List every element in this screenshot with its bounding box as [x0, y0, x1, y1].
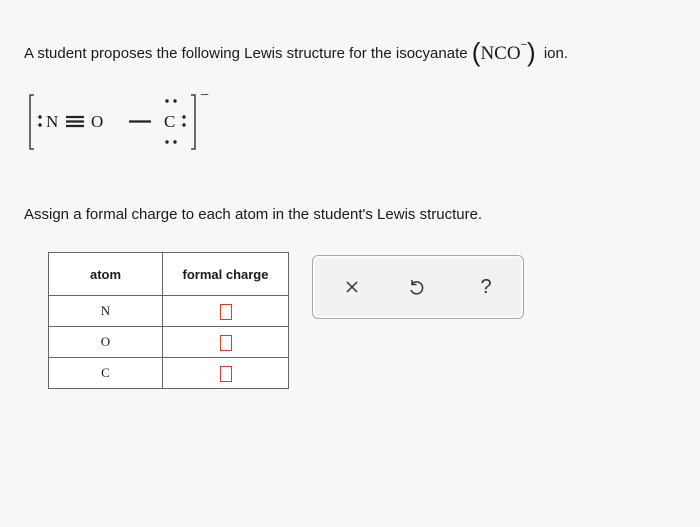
header-formal-charge: formal charge — [163, 253, 289, 296]
formal-charge-cell — [163, 296, 289, 327]
table-row — [49, 358, 289, 389]
formal-charge-table — [48, 252, 289, 389]
atom-cell: O — [49, 327, 163, 358]
lewis-atom-n: N — [46, 112, 59, 131]
lone-pair-c-dot — [182, 115, 185, 118]
help-icon: ? — [480, 275, 492, 298]
undo-button[interactable] — [403, 274, 429, 300]
ion-formula: NCO — [480, 43, 521, 64]
left-bracket — [30, 95, 34, 149]
formal-charge-input-o[interactable] — [220, 335, 232, 351]
question-suffix: ion. — [543, 45, 569, 62]
undo-icon — [407, 278, 425, 296]
formal-charge-cell — [163, 327, 289, 358]
lewis-structure — [28, 87, 224, 151]
atom-cell: N — [49, 296, 163, 327]
lone-pair-n-dot — [38, 115, 41, 118]
clear-button[interactable] — [339, 274, 365, 300]
lewis-atom-c: C — [164, 112, 176, 131]
right-bracket — [191, 95, 195, 149]
help-button[interactable] — [473, 274, 499, 300]
ion-charge-superscript: − — [520, 39, 527, 51]
atom-cell: C — [49, 358, 163, 389]
lone-pair-n-dot — [38, 123, 41, 126]
formal-charge-input-c[interactable] — [220, 366, 232, 382]
header-atom: atom — [49, 253, 163, 296]
question-text — [24, 34, 568, 65]
lone-pair-c-dot — [165, 140, 168, 143]
instruction-text: Assign a formal charge to each atom in the student's Lewis structure. — [24, 206, 483, 223]
formal-charge-cell — [163, 358, 289, 389]
table-row — [49, 296, 289, 327]
formal-charge-input-n[interactable] — [220, 304, 232, 320]
answer-toolbar — [312, 255, 524, 319]
lone-pair-c-dot — [173, 99, 176, 102]
lone-pair-c-dot — [173, 140, 176, 143]
lone-pair-c-dot — [182, 123, 185, 126]
lewis-atom-o: O — [91, 112, 104, 131]
lewis-ion-charge: − — [200, 87, 210, 104]
open-paren: ( — [471, 37, 481, 67]
table-row — [49, 327, 289, 358]
close-icon — [344, 279, 360, 295]
close-paren: ) — [527, 37, 536, 67]
lone-pair-c-dot — [165, 99, 168, 102]
question-intro: A student proposes the following Lewis structure for the isocyanate — [24, 45, 468, 62]
